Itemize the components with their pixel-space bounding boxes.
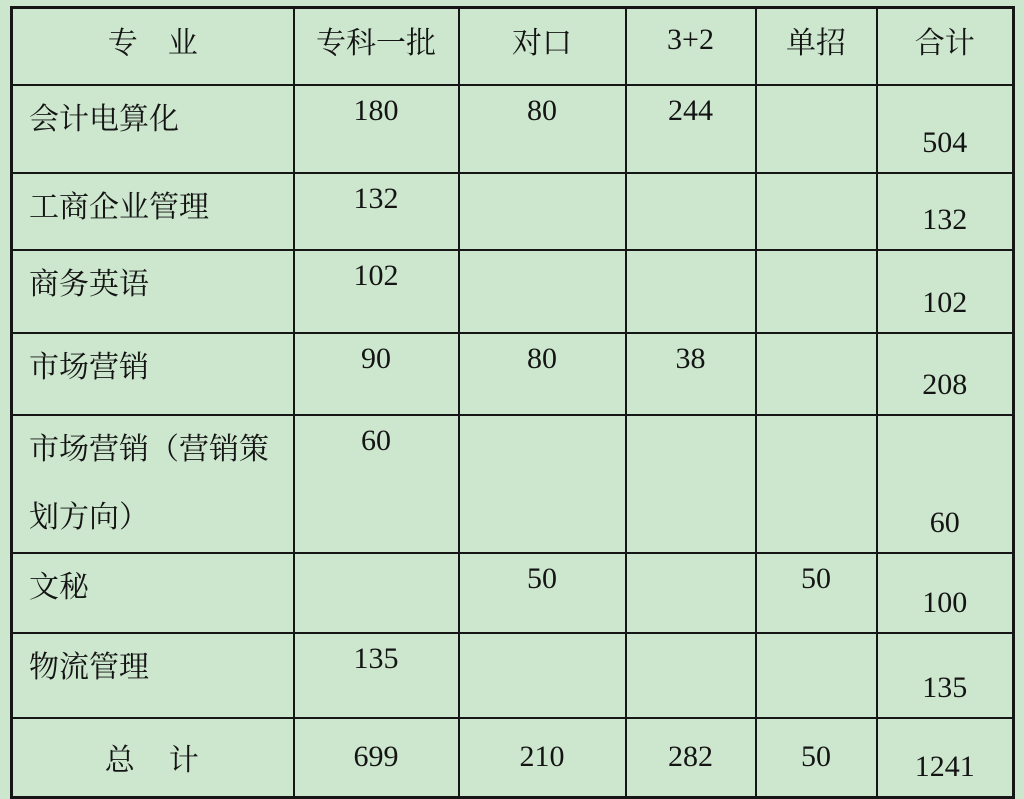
value-cell xyxy=(756,415,877,553)
value-cell xyxy=(459,173,626,250)
value-cell xyxy=(459,250,626,333)
major-label: 文秘 xyxy=(12,553,294,633)
header-college-batch1: 专科一批 xyxy=(294,8,459,85)
value-cell: 50 xyxy=(756,718,877,798)
total-cell: 102 xyxy=(877,250,1014,333)
value-cell: 210 xyxy=(459,718,626,798)
value-cell: 180 xyxy=(294,85,459,173)
major-label: 市场营销 xyxy=(12,333,294,415)
value-cell: 244 xyxy=(626,85,756,173)
value-cell xyxy=(626,633,756,718)
value-cell xyxy=(756,173,877,250)
major-label: 会计电算化 xyxy=(12,85,294,173)
total-cell: 135 xyxy=(877,633,1014,718)
value-cell xyxy=(626,173,756,250)
header-row xyxy=(12,8,1014,85)
total-cell: 100 xyxy=(877,553,1014,633)
value-cell: 135 xyxy=(294,633,459,718)
value-cell xyxy=(459,633,626,718)
row-marketing xyxy=(12,333,1014,415)
row-secretary xyxy=(12,553,1014,633)
value-cell xyxy=(626,250,756,333)
value-cell: 282 xyxy=(626,718,756,798)
value-cell xyxy=(756,85,877,173)
total-cell: 208 xyxy=(877,333,1014,415)
value-cell: 699 xyxy=(294,718,459,798)
value-cell xyxy=(626,553,756,633)
major-label: 商务英语 xyxy=(12,250,294,333)
value-cell: 102 xyxy=(294,250,459,333)
row-business-english xyxy=(12,250,1014,333)
total-cell: 504 xyxy=(877,85,1014,173)
total-cell: 60 xyxy=(877,415,1014,553)
total-cell: 132 xyxy=(877,173,1014,250)
major-label: 工商企业管理 xyxy=(12,173,294,250)
value-cell xyxy=(756,333,877,415)
value-cell xyxy=(459,415,626,553)
row-grand-total xyxy=(12,718,1014,798)
value-cell xyxy=(756,633,877,718)
header-counterpart: 对口 xyxy=(459,8,626,85)
header-total: 合计 xyxy=(877,8,1014,85)
value-cell xyxy=(756,250,877,333)
row-logistics xyxy=(12,633,1014,718)
value-cell: 80 xyxy=(459,333,626,415)
header-major: 专 业 xyxy=(12,8,294,85)
enrollment-plan-table xyxy=(10,6,1015,799)
value-cell: 60 xyxy=(294,415,459,553)
value-cell: 80 xyxy=(459,85,626,173)
header-single-recruit: 单招 xyxy=(756,8,877,85)
value-cell xyxy=(294,553,459,633)
value-cell: 50 xyxy=(756,553,877,633)
row-marketing-planning xyxy=(12,415,1014,553)
major-label: 市场营销（营销策划方向） xyxy=(12,415,294,553)
row-business-management xyxy=(12,173,1014,250)
row-accounting xyxy=(12,85,1014,173)
value-cell: 38 xyxy=(626,333,756,415)
value-cell: 132 xyxy=(294,173,459,250)
value-cell: 90 xyxy=(294,333,459,415)
grand-total-label: 总 计 xyxy=(12,718,294,798)
header-3plus2: 3+2 xyxy=(626,8,756,85)
major-label: 物流管理 xyxy=(12,633,294,718)
value-cell xyxy=(626,415,756,553)
value-cell: 50 xyxy=(459,553,626,633)
total-cell: 1241 xyxy=(877,718,1014,798)
